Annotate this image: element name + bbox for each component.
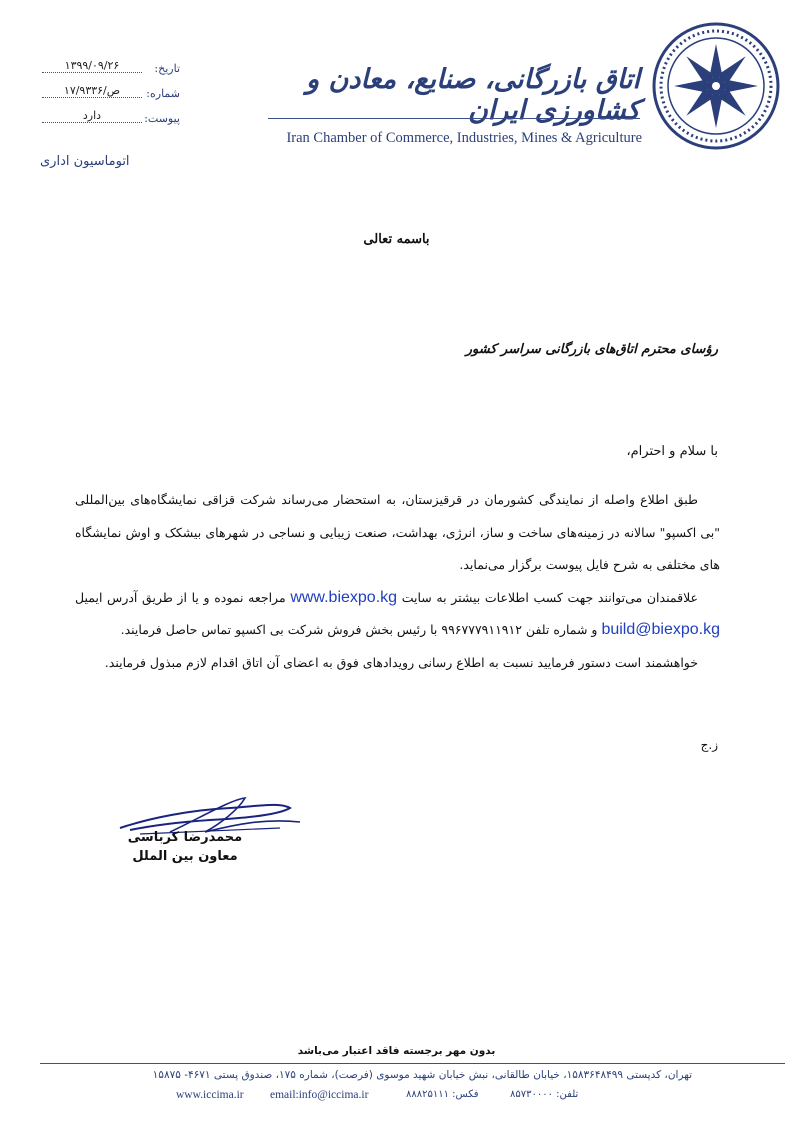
recipient: رؤسای محترم اتاق‌های بازرگانی سراسر کشور bbox=[465, 342, 718, 357]
paragraph-2-b: مراجعه نموده و یا از طریق آدرس ایمیل bbox=[75, 589, 286, 605]
footer-website[interactable]: www.iccima.ir bbox=[176, 1089, 244, 1101]
paragraph-2-c: و شماره تلفن ۹۹۶۷۷۷۹۱۱۹۱۲ با رئیس بخش فروش شرکت بی اکسپو تماس حاصل فرمایند. bbox=[120, 622, 598, 637]
number-label: شماره: bbox=[146, 87, 180, 100]
letter-body bbox=[75, 484, 720, 679]
org-name-english: Iran Chamber of Commerce, Industries, Mines & Agriculture bbox=[286, 130, 642, 146]
attachment-value: دارد bbox=[42, 109, 142, 123]
org-name-persian: اتاق بازرگانی، صنایع، معادن و کشاورزی ایران bbox=[306, 64, 640, 126]
greeting: با سلام و احترام، bbox=[626, 444, 718, 459]
email-link[interactable]: build@biexpo.kg bbox=[601, 621, 720, 638]
signer-block bbox=[115, 828, 255, 866]
date-value: ۱۳۹۹/۰۹/۲۶ bbox=[42, 59, 142, 73]
footer-fax: فکس: ۸۸۸۲۵۱۱۱ bbox=[406, 1089, 479, 1100]
paragraph-2 bbox=[75, 582, 720, 647]
footer-address: تهران، کدپستی ۱۵۸۳۶۴۸۴۹۹، خیابان طالقانی، نبش خیابان شهید موسوی (فرصت)، شماره ۱۷۵، صندوق پستی ۴۶۷۱- ۱۵۸۷۵ bbox=[152, 1069, 692, 1081]
footer-email[interactable]: email:info@iccima.ir bbox=[270, 1089, 369, 1101]
iccima-emblem-icon bbox=[652, 22, 780, 150]
date-label: تاریخ: bbox=[154, 62, 180, 75]
paragraph-2-a: علاقمندان می‌توانند جهت کسب اطلاعات بیشتر به سایت bbox=[401, 589, 698, 605]
attachment-row bbox=[40, 109, 180, 130]
bismillah: باسمه تعالی bbox=[363, 232, 430, 247]
paragraph-3: خواهشمند است دستور فرمایید نسبت به اطلاع رسانی رویدادهای فوق به اعضای آن اتاق اقدام لازم مبذول فرمایند. bbox=[104, 654, 698, 670]
number-row bbox=[40, 84, 180, 105]
footer-divider bbox=[40, 1063, 785, 1064]
attachment-label: پیوست: bbox=[144, 112, 180, 125]
seal-note: بدون مهر برجسته فاقد اعتبار می‌باشد bbox=[297, 1045, 496, 1057]
footer-tel: تلفن: ۸۵۷۳۰۰۰۰ bbox=[510, 1089, 579, 1100]
header-divider bbox=[268, 118, 640, 119]
date-row bbox=[40, 59, 180, 80]
footer-contact bbox=[170, 1089, 590, 1105]
department-label: اتوماسیون اداری bbox=[40, 154, 130, 169]
initials: ز.ج bbox=[700, 738, 718, 752]
paragraph-1: طبق اطلاع واصله از نمایندگی کشورمان در قرقیزستان، به استحضار می‌رساند شرکت قزاقی نمایشگاه‌های بین‌المللی "بی اکسپو" سالانه در زمینه‌های ساخت و ساز، انرژی، بهداشت، صنعت زیبایی و نساجی در شهرهای بیشکک و اوش نمایشگاه های مختلفی به شرح فایل پیوست برگزار می‌نماید. bbox=[75, 492, 720, 572]
website-link[interactable]: www.biexpo.kg bbox=[290, 588, 398, 606]
number-value: ۱۷/۹۳۳۶/ص bbox=[42, 84, 142, 98]
signer-title: معاون بین الملل bbox=[132, 849, 238, 864]
signer-name: محمدرضا کرباسی bbox=[127, 830, 243, 845]
